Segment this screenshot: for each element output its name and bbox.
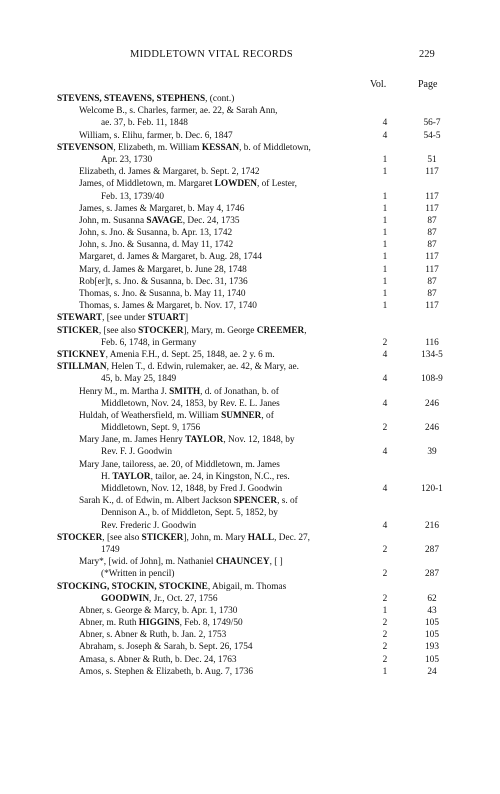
page-reference: 117 (425, 203, 439, 214)
surname-entry-line (0, 142, 500, 154)
record-line (0, 398, 500, 410)
text-segment: , Helen T., d. Edwin, rulemaker, ae. 42, & Mary, ae. (106, 362, 299, 373)
record-line (0, 276, 500, 288)
volume-number: 2 (382, 423, 388, 434)
text-segment: Thomas, s. James & Margaret, b. Nov. 17, 1740 (79, 301, 257, 312)
surname: STEVENSON (57, 142, 114, 153)
record-text (79, 556, 283, 568)
page-reference: 117 (425, 167, 439, 178)
surname: HALL (247, 532, 275, 543)
record-text (79, 215, 240, 227)
surname: STICKER (141, 532, 184, 543)
text-segment: ] (184, 313, 189, 324)
record-list (0, 93, 500, 678)
record-line (0, 117, 500, 129)
volume-number: 1 (382, 228, 388, 239)
record-line (0, 434, 500, 446)
text-segment: James, of Middletown, m. Margaret (79, 179, 215, 190)
text-segment: Thomas, s. Jno. & Susanna, b. May 11, 1740 (79, 289, 246, 299)
text-segment: , Dec. 27, (274, 532, 310, 543)
record-line (0, 154, 500, 166)
record-line (0, 178, 500, 190)
volume-number: 1 (382, 252, 388, 263)
record-text (79, 300, 257, 312)
volume-number: 1 (382, 240, 388, 251)
record-text (79, 166, 260, 178)
page-reference: 62 (427, 593, 437, 604)
volume-number: 2 (382, 654, 388, 665)
record-text (101, 520, 196, 532)
record-line (0, 373, 500, 385)
record-line (0, 641, 500, 653)
record-line (0, 422, 500, 434)
text-segment: John, m. Susanna (79, 215, 147, 226)
record-line (0, 191, 500, 203)
record-line (0, 130, 500, 142)
record-line (0, 605, 500, 617)
surname: SMITH (169, 386, 201, 397)
text-segment: , s. of (277, 496, 298, 507)
page-reference: 56-7 (423, 118, 441, 129)
page-number: 229 (419, 49, 435, 60)
record-text (79, 239, 233, 251)
text-segment: Abner, s. Abner & Ruth, b. Jan. 2, 1753 (79, 630, 227, 641)
text-segment: , tailor, ae. 24, in Kingston, N.C., res. (150, 471, 290, 482)
record-line (0, 507, 500, 519)
record-line (0, 556, 500, 568)
text-segment: , of (261, 410, 274, 421)
record-text (79, 386, 279, 398)
surname-entry-line (0, 312, 500, 324)
text-segment: Mary Jane, m. James Henry (79, 435, 186, 446)
page-reference: 246 (425, 398, 439, 409)
record-text (101, 471, 290, 483)
page-reference: 116 (425, 337, 439, 348)
volume-number: 2 (382, 642, 388, 653)
surname: STICKNEY (57, 349, 106, 360)
record-text (79, 227, 232, 239)
surname-entry-line (0, 325, 500, 337)
record-line (0, 654, 500, 666)
text-segment: Henry M., m. Martha J. (79, 386, 170, 397)
volume-number: 4 (382, 520, 388, 531)
text-segment: Feb. 13, 1739/40 (101, 191, 165, 202)
record-text (101, 422, 200, 434)
record-line (0, 568, 500, 580)
record-text (79, 203, 244, 215)
text-segment: John, s. Jno. & Susanna, d. May 11, 1742 (79, 240, 234, 251)
surname: STILLMAN (57, 362, 107, 373)
text-segment: 1749 (101, 544, 120, 555)
text-segment: Huldah, of Weathersfield, m. William (79, 410, 222, 421)
surname: KESSAN (201, 142, 240, 153)
record-text (101, 483, 282, 495)
record-text (79, 641, 253, 653)
volume-number: 4 (382, 374, 388, 385)
text-segment: , Jr., Oct. 27, 1756 (149, 593, 218, 604)
vol-column-header: Vol. (370, 79, 387, 90)
record-text (79, 654, 237, 666)
text-segment: Dennison A., b. of Middleton, Sept. 5, 1852, by (101, 508, 278, 519)
record-text (101, 373, 176, 385)
text-segment: Amasa, s. Abner & Ruth, b. Dec. 24, 1763 (79, 654, 237, 665)
record-line (0, 471, 500, 483)
record-line (0, 203, 500, 215)
text-segment: Middletown, Nov. 24, 1853, by Rev. E. L. Janes (101, 398, 280, 409)
page-reference: 120-1 (421, 484, 443, 494)
record-text (101, 398, 280, 410)
surname: STOCKER (57, 532, 103, 543)
text-segment: Feb. 6, 1748, in Germany (101, 337, 197, 348)
surname: SUMNER (221, 410, 262, 421)
volume-number: 4 (382, 484, 388, 494)
record-text (57, 142, 311, 154)
page-reference: 51 (427, 154, 437, 165)
page-reference: 117 (425, 264, 439, 275)
text-segment: Mary, d. James & Margaret, b. June 28, 1748 (79, 264, 247, 275)
page-reference: 246 (425, 423, 439, 434)
text-segment: , Nov. 12, 1848, by (223, 435, 295, 446)
record-text (79, 434, 295, 446)
page-reference: 287 (425, 569, 439, 580)
page-column-header: Page (418, 79, 438, 90)
page-reference: 87 (427, 215, 437, 226)
page-reference: 43 (427, 605, 437, 616)
record-line (0, 166, 500, 178)
record-line (0, 617, 500, 629)
text-segment: Apr. 23, 1730 (101, 154, 153, 165)
record-line (0, 227, 500, 239)
surname: GOODWIN (101, 593, 150, 604)
volume-number: 1 (382, 191, 388, 202)
record-text (79, 410, 274, 422)
record-text (79, 629, 226, 641)
text-segment: H. (101, 471, 113, 482)
record-text (101, 568, 174, 580)
page-reference: 105 (425, 654, 439, 665)
record-text (79, 288, 245, 300)
record-line (0, 251, 500, 263)
volume-number: 2 (382, 569, 388, 580)
text-segment: , (cont.) (205, 94, 235, 104)
surname-entry-line (0, 349, 500, 361)
surname: CHAUNCEY (215, 557, 270, 568)
record-text (79, 178, 297, 190)
text-segment: 45, b. May 25, 1849 (101, 374, 177, 385)
record-text (79, 264, 247, 276)
record-line (0, 105, 500, 117)
surname: TAYLOR (185, 435, 224, 446)
volume-number: 2 (382, 593, 388, 604)
record-text (101, 593, 217, 605)
text-segment: ], Mary, m. George (183, 325, 257, 336)
page-reference: 105 (425, 630, 439, 641)
page-reference: 54-5 (423, 130, 441, 141)
text-segment: , Amenia F.H., d. Sept. 25, 1848, ae. 2 y. 6 m. (105, 349, 275, 360)
text-segment: , d. of Jonathan, b. of (200, 386, 279, 397)
text-segment: , Abigail, m. Thomas (207, 581, 287, 592)
text-segment: Amos, s. Stephen & Elizabeth, b. Aug. 7, 1736 (79, 666, 254, 677)
text-segment: Abraham, s. Joseph & Sarah, b. Sept. 26, 1754 (79, 642, 253, 653)
text-segment: , of Lester, (257, 179, 297, 190)
surname: TAYLOR (112, 471, 151, 482)
page-reference: 87 (427, 240, 437, 251)
record-text (57, 349, 275, 361)
page-reference: 216 (425, 520, 439, 531)
volume-number: 1 (382, 154, 388, 165)
volume-number: 4 (382, 398, 388, 409)
text-segment: , b. of Middletown, (239, 142, 311, 153)
text-segment: Middletown, Sept. 9, 1756 (101, 423, 201, 434)
page-reference: 117 (425, 252, 439, 263)
record-text (101, 337, 196, 349)
volume-number: 1 (382, 301, 388, 312)
text-segment: , Elizabeth, m. William (113, 142, 202, 153)
surname-entry-line (0, 532, 500, 544)
page-reference: 108-9 (421, 374, 443, 385)
surname: CREEMER (256, 325, 305, 336)
surname: STEWART (57, 313, 103, 324)
text-segment: (*Written in pencil) (101, 569, 175, 580)
text-segment: Abner, m. Ruth (79, 618, 139, 629)
text-segment: Sarah K., d. of Edwin, m. Albert Jackson (79, 496, 234, 507)
page-reference: 134-5 (421, 349, 443, 360)
page-reference: 193 (425, 642, 439, 653)
page-reference: 24 (427, 666, 437, 677)
record-line (0, 520, 500, 532)
surname: STOCKING, STOCKIN, STOCKINE (57, 581, 208, 592)
text-segment: Middletown, Nov. 12, 1848, by Fred J. Goodwin (101, 484, 283, 494)
record-line (0, 386, 500, 398)
volume-number: 1 (382, 215, 388, 226)
text-segment: , Dec. 24, 1735 (182, 215, 240, 226)
volume-number: 1 (382, 666, 388, 677)
volume-number: 1 (382, 203, 388, 214)
page-reference: 87 (427, 276, 437, 287)
record-text (57, 581, 286, 593)
record-text (79, 605, 237, 617)
volume-number: 1 (382, 289, 388, 299)
record-text (57, 312, 188, 324)
surname: STUART (147, 313, 185, 324)
record-line (0, 544, 500, 556)
record-line (0, 629, 500, 641)
record-line (0, 215, 500, 227)
volume-number: 4 (382, 130, 388, 141)
text-segment: , Feb. 8, 1749/50 (179, 618, 243, 629)
record-text (101, 507, 278, 519)
text-segment: William, s. Elihu, farmer, b. Dec. 6, 1847 (79, 130, 233, 141)
record-text (57, 361, 299, 373)
text-segment: James, s. James & Margaret, b. May 4, 1746 (79, 203, 245, 214)
page-reference: 117 (425, 191, 439, 202)
text-segment: , [ ] (269, 557, 283, 568)
volume-number: 4 (382, 118, 388, 129)
surname: SPENCER (233, 496, 278, 507)
record-line (0, 593, 500, 605)
text-segment: Welcome B., s. Charles, farmer, ae. 22, & Sarah Ann, (79, 106, 278, 117)
text-segment: Rev. Frederic J. Goodwin (101, 520, 197, 531)
record-text (57, 93, 234, 105)
volume-number: 1 (382, 167, 388, 178)
surname: LOWDEN (214, 179, 257, 190)
record-text (101, 117, 188, 129)
record-line (0, 459, 500, 471)
text-segment: Rob[er]t, s. Jno. & Susanna, b. Dec. 31, 1736 (79, 276, 248, 287)
text-segment: , [see also (98, 325, 139, 336)
record-text (101, 446, 172, 458)
page-title: MIDDLETOWN VITAL RECORDS (130, 49, 294, 60)
volume-number: 2 (382, 337, 388, 348)
page-reference: 87 (427, 289, 437, 299)
record-line (0, 446, 500, 458)
record-text (79, 495, 298, 507)
page-reference: 39 (427, 447, 437, 458)
record-text (101, 544, 120, 556)
record-text (57, 325, 307, 337)
text-segment: Rev. F. J. Goodwin (101, 447, 172, 458)
page-reference: 117 (425, 301, 439, 312)
surname-entry-line (0, 361, 500, 373)
record-line (0, 666, 500, 678)
surname: SAVAGE (146, 215, 183, 226)
record-text (79, 130, 233, 142)
text-segment: Margaret, d. James & Margaret, b. Aug. 28, 1744 (79, 252, 262, 263)
record-text (79, 666, 253, 678)
volume-number: 1 (382, 264, 388, 275)
page-reference: 287 (425, 544, 439, 555)
text-segment: Elizabeth, d. James & Margaret, b. Sept. 2, 1742 (79, 167, 260, 178)
volume-number: 2 (382, 618, 388, 629)
volume-number: 1 (382, 605, 388, 616)
volume-number: 2 (382, 544, 388, 555)
record-line (0, 264, 500, 276)
record-line (0, 288, 500, 300)
text-segment: John, s. Jno. & Susanna, b. Apr. 13, 1742 (79, 228, 233, 239)
record-line (0, 239, 500, 251)
record-text (101, 154, 152, 166)
text-segment: , (304, 325, 307, 336)
record-text (79, 459, 280, 471)
surname: HIGGINS (138, 618, 180, 629)
text-segment: ], John, m. Mary (183, 532, 248, 543)
text-segment: , [see under (102, 313, 148, 324)
record-text (79, 105, 277, 117)
record-text (79, 617, 243, 629)
surname-entry-line (0, 581, 500, 593)
record-text (79, 251, 262, 263)
volume-number: 4 (382, 447, 388, 458)
text-segment: Mary Jane, tailoress, ae. 20, of Middletown, m. James (79, 459, 280, 470)
surname-entry-line (0, 93, 500, 105)
record-line (0, 300, 500, 312)
record-text (57, 532, 310, 544)
record-line (0, 410, 500, 422)
text-segment: Mary*, [wid. of John], m. Nathaniel (79, 557, 216, 568)
page-reference: 87 (427, 228, 437, 239)
record-line (0, 483, 500, 495)
surname: STOCKER (138, 325, 184, 336)
record-line (0, 337, 500, 349)
text-segment: ae. 37, b. Feb. 11, 1848 (101, 118, 188, 129)
surname: STEVENS, STEAVENS, STEPHENS (57, 94, 206, 104)
page-reference: 105 (425, 618, 439, 629)
record-line (0, 495, 500, 507)
text-segment: , [see also (102, 532, 142, 543)
text-segment: Abner, s. George & Marcy, b. Apr. 1, 1730 (79, 605, 238, 616)
surname: STICKER (57, 325, 99, 336)
running-header (0, 49, 500, 65)
volume-number: 2 (382, 630, 388, 641)
record-text (79, 276, 248, 288)
volume-number: 1 (382, 276, 388, 287)
record-text (101, 191, 164, 203)
volume-number: 4 (382, 349, 388, 360)
